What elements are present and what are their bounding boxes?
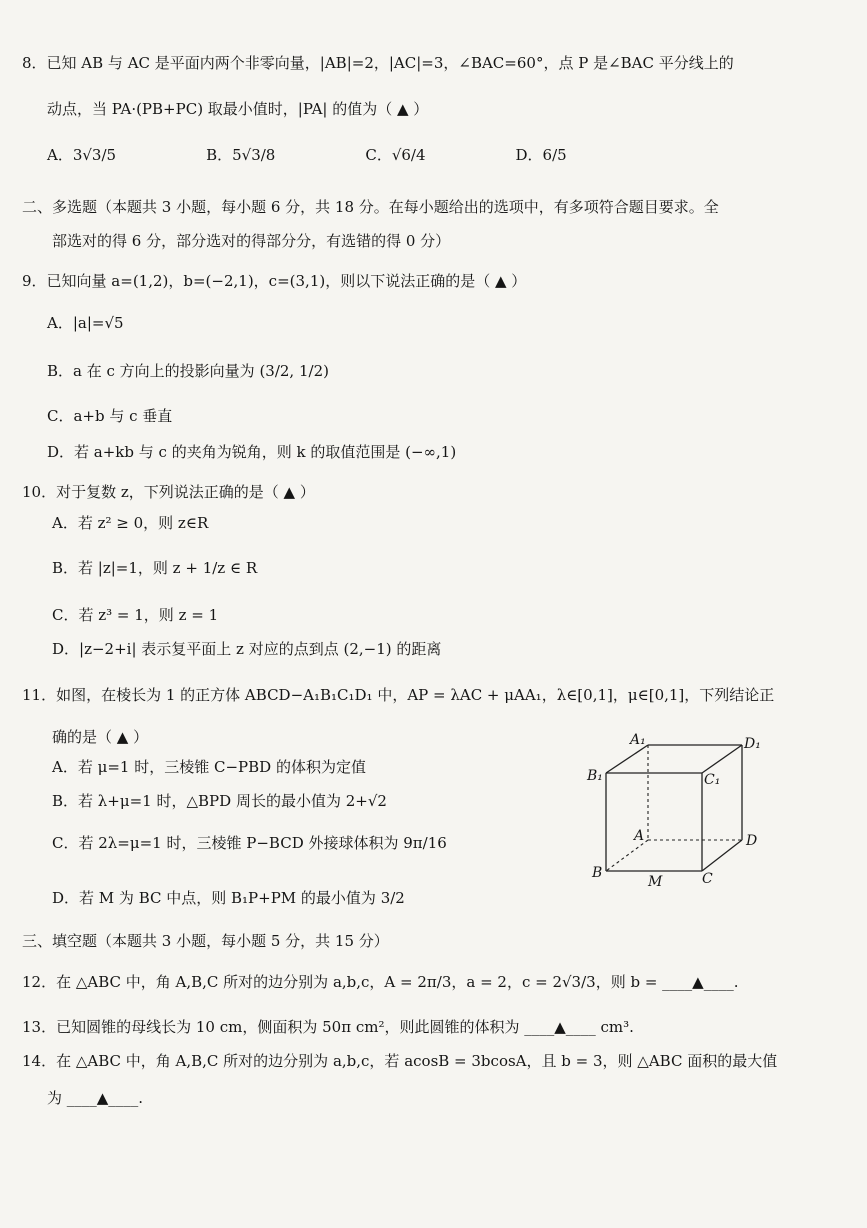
cube-figure (582, 728, 772, 893)
label-d: D (746, 833, 758, 849)
label-m: M (648, 874, 663, 890)
q13: 13．已知圆锥的母线长为 10 cm，侧面积为 50π cm²，则此圆锥的体积为 ____▲____ cm³. (22, 1018, 634, 1036)
q10-option-b: B．若 |z|=1，则 z + 1/z ∈ R (52, 559, 258, 577)
label-c1: C₁ (704, 772, 721, 788)
label-c: C (702, 871, 713, 887)
q8-line2: 动点，当 PA·(PB+PC) 取最小值时，|PA| 的值为（ ▲ ） (47, 100, 429, 118)
label-b: B (592, 865, 603, 881)
q14-line2: 为 ____▲____. (47, 1089, 144, 1107)
q11-line1: 11．如图，在棱长为 1 的正方体 ABCD−A₁B₁C₁D₁ 中，AP = λAC + μAA₁，λ∈[0,1]，μ∈[0,1]，下列结论正 (22, 686, 775, 704)
label-a: A (634, 828, 645, 844)
q10-option-c: C．若 z³ = 1，则 z = 1 (52, 606, 219, 624)
q11-option-b: B．若 λ+μ=1 时，△BPD 周长的最小值为 2+√2 (52, 792, 387, 810)
q10-stem: 10．对于复数 z，下列说法正确的是（ ▲ ） (22, 483, 315, 501)
q9-stem: 9．已知向量 a=(1,2)，b=(−2,1)，c=(3,1)，则以下说法正确的是（ ▲ ） (22, 272, 527, 290)
q11-option-d: D．若 M 为 BC 中点，则 B₁P+PM 的最小值为 3/2 (52, 889, 405, 907)
q11-option-c: C．若 2λ=μ=1 时，三棱锥 P−BCD 外接球体积为 9π/16 (52, 834, 447, 852)
label-d1: D₁ (744, 736, 761, 752)
q14-line1: 14．在 △ABC 中，角 A,B,C 所对的边分别为 a,b,c，若 acosB = 3bcosA，且 b = 3，则 △ABC 面积的最大值 (22, 1052, 778, 1070)
section2-title: 二、多选题（本题共 3 小题，每小题 6 分，共 18 分。在每小题给出的选项中，有多项符合题目要求。全 (22, 198, 719, 216)
q10-option-a: A．若 z² ≥ 0，则 z∈R (52, 514, 209, 532)
label-b1: B₁ (587, 768, 603, 784)
q12: 12．在 △ABC 中，角 A,B,C 所对的边分别为 a,b,c，A = 2π/3，a = 2，c = 2√3/3，则 b = ____▲____. (22, 973, 739, 991)
label-a1: A₁ (630, 732, 646, 748)
q11-line2: 确的是（ ▲ ） (52, 728, 149, 746)
q9-option-c: C．a+b 与 c 垂直 (47, 407, 173, 425)
q10-option-d: D．|z−2+i| 表示复平面上 z 对应的点到点 (2,−1) 的距离 (52, 640, 442, 658)
q9-option-b: B．a 在 c 方向上的投影向量为 (3/2, 1/2) (47, 362, 329, 380)
q8-line1: 8．已知 AB 与 AC 是平面内两个非零向量，|AB|=2，|AC|=3，∠BAC=60°，点 P 是∠BAC 平分线上的 (22, 54, 734, 72)
q11-option-a: A．若 μ=1 时，三棱锥 C−PBD 的体积为定值 (52, 758, 366, 776)
q8-options: A．3√3/5 B．5√3/8 C．√6/4 D．6/5 (47, 146, 567, 164)
section3-title: 三、填空题（本题共 3 小题，每小题 5 分，共 15 分） (22, 932, 389, 950)
q9-option-a: A．|a|=√5 (47, 314, 124, 332)
q9-option-d: D．若 a+kb 与 c 的夹角为锐角，则 k 的取值范围是 (−∞,1) (47, 443, 457, 461)
section2-note: 部选对的得 6 分，部分选对的得部分分，有选错的得 0 分） (52, 232, 451, 250)
